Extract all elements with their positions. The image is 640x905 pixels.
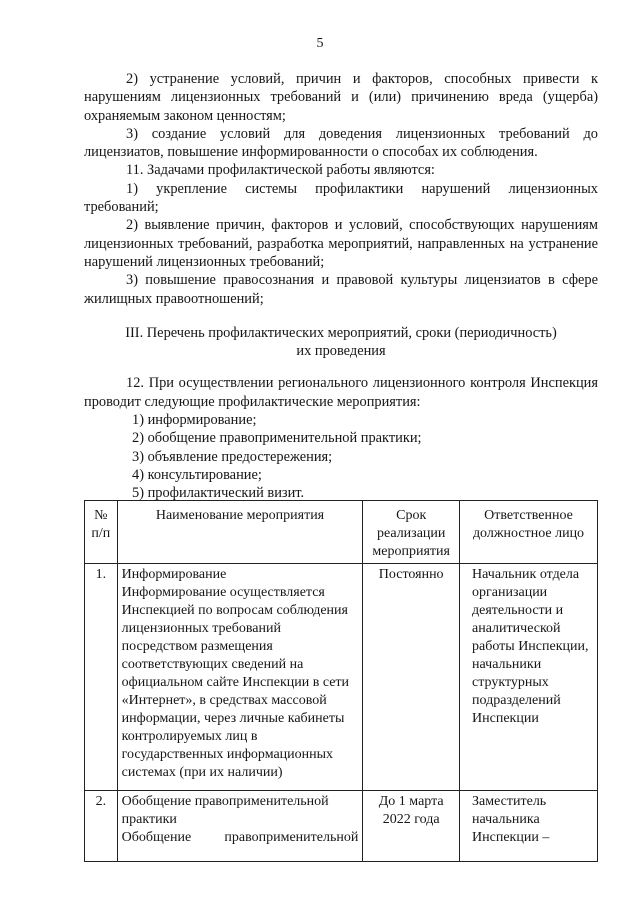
header-name: Наименование мероприятия xyxy=(117,501,363,564)
paragraph-task-1: 1) укрепление системы профилактики нарушений лицензионных требований; xyxy=(84,180,598,216)
section-heading-line1: III. Перечень профилактических мероприятий, сроки (периодичность) xyxy=(125,324,557,341)
table-row xyxy=(85,564,598,791)
measure-item: 3) объявление предостережения; xyxy=(132,448,333,465)
row-number: 2. xyxy=(85,791,118,862)
paragraph-tasks-heading: 11. Задачами профилактической работы являются: xyxy=(126,162,435,179)
paragraph-goal-2: 2) устранение условий, причин и факторов, способных привести к нарушениям лицензионных требований и (или) причинению вреда (ущерба) охраняемым законом ценностям; xyxy=(84,71,598,124)
paragraph-task-3: 3) повышение правосознания и правовой культуры лицензиатов в сфере жилищных правоотношений; xyxy=(84,272,598,307)
row-name-cell xyxy=(117,564,363,791)
section-heading xyxy=(84,324,598,361)
row-title: Обобщение правоприменительной практики xyxy=(121,794,329,827)
header-term: Срок реализации мероприятия xyxy=(363,501,460,564)
row-description: Информирование осуществляется Инспекцией по вопросам соблюдения лицензионных требований посредством размещения соответствующих сведений на официальном сайте Инспекции в сети «Интернет», в средствах массовой информации, через личные кабинеты контролируемых лиц в государственных информационных системах (при их наличии) xyxy=(121,585,350,780)
paragraph-task-2: 2) выявление причин, факторов и условий, способствующих нарушениям лицензионных требований, разработка мероприятий, направленных на устранение нарушений лицензионных требований; xyxy=(84,217,598,270)
row-term: Постоянно xyxy=(363,564,460,791)
row-number: 1. xyxy=(85,564,118,791)
table-header-row xyxy=(85,501,598,564)
table-row xyxy=(85,791,598,862)
measure-item: 2) обобщение правоприменительной практики; xyxy=(132,430,422,447)
paragraph-goal-3: 3) создание условий для доведения лицензионных требований до лицензиатов, повышение информированности о способах их соблюдения. xyxy=(84,125,598,161)
header-responsible: Ответственное должностное лицо xyxy=(460,501,598,564)
measure-item: 4) консультирование; xyxy=(132,466,262,483)
measure-item: 1) информирование; xyxy=(132,412,257,429)
row-term: До 1 марта 2022 года xyxy=(363,791,460,862)
row-name-cell xyxy=(117,791,363,862)
row-responsible: Начальник отдела организации деятельности и аналитической работы Инспекции, начальники структурных подразделений Инспекции xyxy=(460,564,598,791)
document-body xyxy=(84,70,598,503)
paragraph-intro-12: 12. При осуществлении регионального лицензионного контроля Инспекция проводит следующие профилактические мероприятия: xyxy=(84,375,598,410)
row-responsible: Заместитель начальника Инспекции – xyxy=(460,791,598,862)
row-description: Обобщение правоприменительной xyxy=(121,830,359,845)
section-heading-line2: их проведения xyxy=(296,343,386,360)
measure-item: 5) профилактический визит. xyxy=(132,485,305,502)
measures-table xyxy=(84,500,598,862)
header-number: № п/п xyxy=(85,501,118,564)
page-number: 5 xyxy=(316,36,324,51)
row-title: Информирование xyxy=(121,567,227,582)
